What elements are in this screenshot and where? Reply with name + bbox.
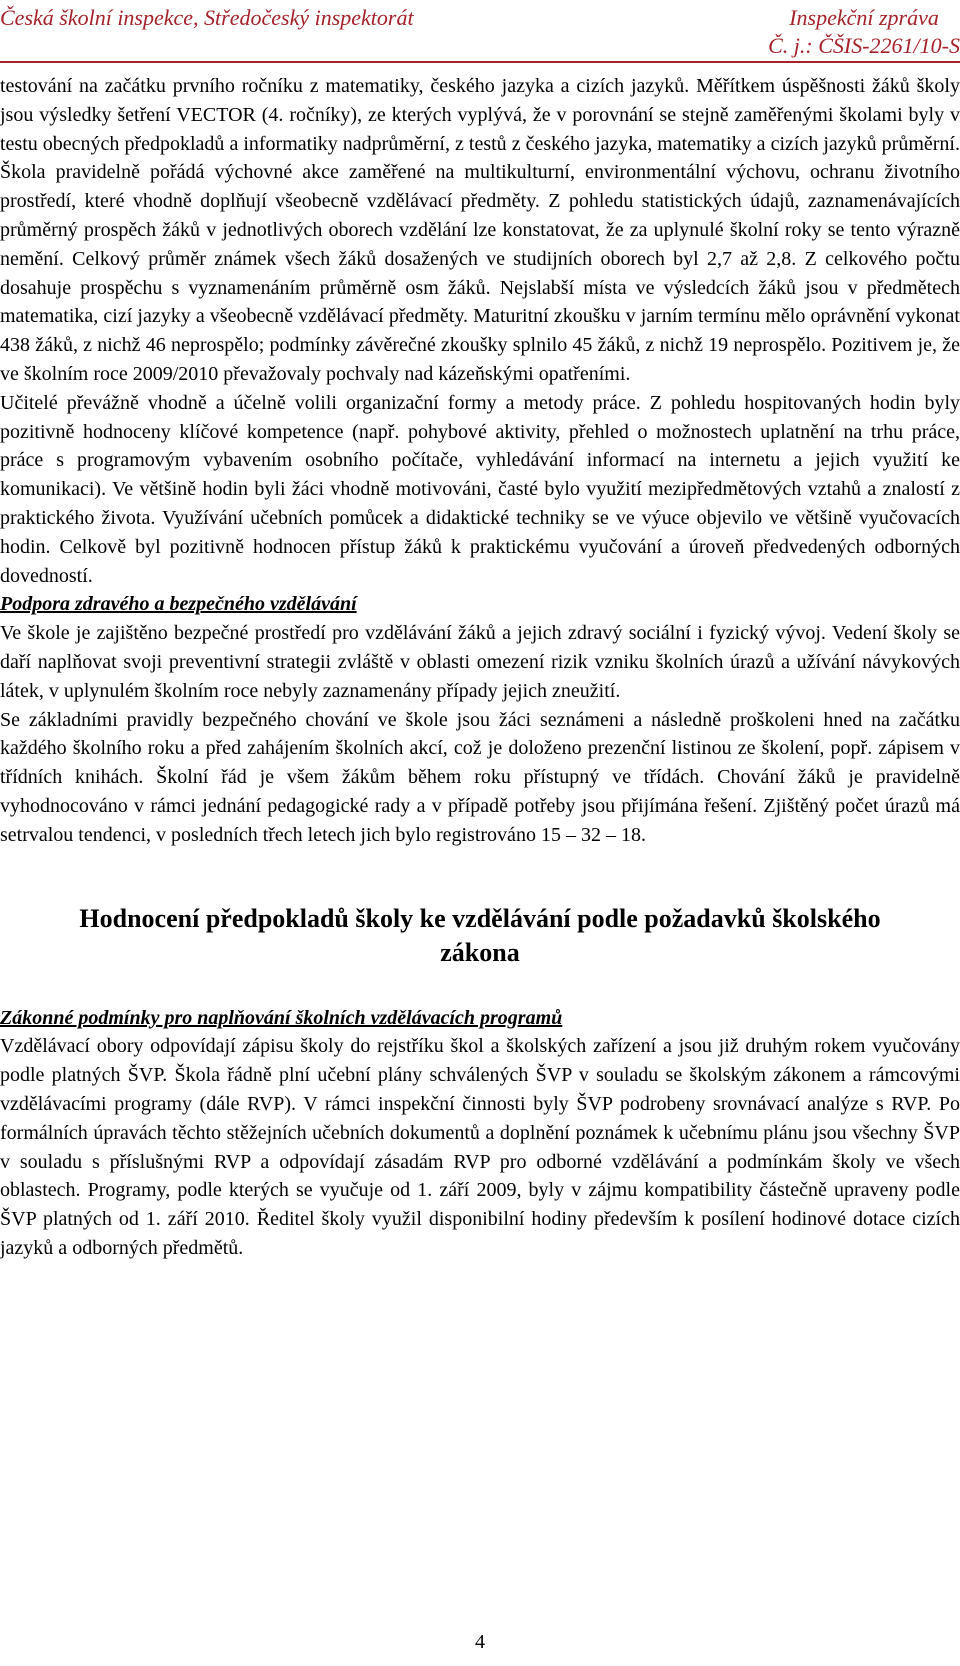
page-header: [0, 4, 960, 64]
section-heading-legal-conditions: Zákonné podmínky pro naplňování školních vzdělávacích programů: [0, 1006, 563, 1029]
header-report-type: Inspekční zpráva: [789, 5, 939, 30]
paragraph-health-environment: Ve škole je zajištěno bezpečné prostředí pro vzdělávání žáků a jejich zdravý sociální i fyzický vývoj. Vedení školy se daří naplňovat svoji preventivní strategii zvláště v oblasti omezení rizik vzniku školních úrazů a užívání návykových látek, v uplynulém školním roce nebyly zaznamenány případy jejich zneužití.: [0, 622, 960, 702]
paragraph-teaching: Učitelé převážně vhodně a účelně volili organizační formy a metody práce. Z pohledu hospitovaných hodin byly pozitivně hodnoceny klíčové kompetence (např. pohybové aktivity, přehled o možnostech uplatnění na trhu práce, práce s programovým vybavením osobního počítače, vyhledávání informací na internetu a jejich využití ke komunikaci). Ve většině hodin byli žáci vhodně motivováni, časté bylo využití mezipředmětových vztahů a znalostí z praktického života. Využívání učebních pomůcek a didaktické techniky se ve výuce objevilo ve většině vyučovacích hodin. Celkově byl pozitivně hodnocen přístup žáků k praktickému vyučování a úroveň předvedených odborných dovedností.: [0, 391, 960, 587]
main-section-heading: Hodnocení předpokladů školy ke vzdělávání podle požadavků školského zákona: [79, 903, 881, 967]
header-institution: Česká školní inspekce, Středočeský inspektorát: [0, 5, 414, 30]
section-heading-health: Podpora zdravého a bezpečného vzdělávání: [0, 593, 357, 616]
document-body: [0, 72, 960, 1263]
page-number: 4: [475, 1631, 485, 1653]
paragraph-results: testování na začátku prvního ročníku z matematiky, českého jazyka a cizích jazyků. Měřítkem úspěšnosti žáků školy jsou výsledky šetření VECTOR (4. ročníky), ze kterých vyplývá, že v porovnání se stejně zaměřenými školami byly v testu obecných předpokladů a informatiky nadprůměrní, z testů z českého jazyka, matematiky a cizích jazyků průměrní. Škola pravidelně pořádá výchovné akce zaměřené na multikulturní, environmentální výchovu, ochranu životního prostředí, které vhodně doplňují všeobecně vzdělávací předměty. Z pohledu statistických údajů, zaznamenávajících průměrný prospěch žáků v jednotlivých oborech vzdělání lze konstatovat, že za uplynulé školní roky se tento výrazně nemění. Celkový průměr známek všech žáků dosažených ve studijních oborech byl 2,7 až 2,8. Z celkového počtu dosahuje prospěchu s vyznamenáním průměrně osm žáků. Nejslabší místa ve výsledcích žáků jsou v předmětech matematika, cizí jazyky a všeobecně vzdělávací předměty. Maturitní zkoušku v jarním termínu mělo oprávnění vykonat 438 žáků, z nichž 46 neprospělo; podmínky závěrečné zkoušky splnilo 45 žáků, z nichž 19 neprospělo. Pozitivem je, že ve školním roce 2009/2010 převažovaly pochvaly nad kázeňskými opatřeními.: [0, 75, 960, 385]
header-rule: [0, 61, 960, 63]
header-report-info: [768, 4, 960, 60]
header-reference-number: Č. j.: ČŠIS-2261/10-S: [768, 33, 960, 58]
paragraph-safety-rules: Se základními pravidly bezpečného chování ve škole jsou žáci seznámeni a následně proškoleni hned na začátku každého školního roku a před zahájením školních akcí, což je doloženo prezenční listinou ze školení, popř. zápisem v třídních knihách. Školní řád je všem žákům během roku přístupný ve třídách. Chování žáků je pravidelně vyhodnocováno v rámci jednání pedagogické rady a v případě potřeby jsou přijímána řešení. Zjištěný počet úrazů má setrvalou tendenci, v posledních třech letech jich bylo registrováno 15 – 32 – 18.: [0, 708, 960, 846]
paragraph-legal-conditions: Vzdělávací obory odpovídají zápisu školy do rejstříku škol a školských zařízení a jsou již druhým rokem vyučovány podle platných ŠVP. Škola řádně plní učební plány schválených ŠVP v souladu se školským zákonem a rámcovými vzdělávacími programy (dále RVP). V rámci inspekční činnosti byly ŠVP podrobeny srovnávací analýze s RVP. Po formálních úpravách těchto stěžejních učebních dokumentů a doplnění poznámek k učebnímu plánu jsou všechny ŠVP v souladu s příslušnými RVP a odpovídají zásadám RVP pro odborné vzdělávání a podmínkám školy ve všech oblastech. Programy, podle kterých se vyučuje od 1. září 2009, byly v zájmu kompatibility částečně upraveny podle ŠVP platných od 1. září 2010. Ředitel školy využil disponibilní hodiny především k posílení hodinové dotace cizích jazyků a odborných předmětů.: [0, 1035, 960, 1259]
